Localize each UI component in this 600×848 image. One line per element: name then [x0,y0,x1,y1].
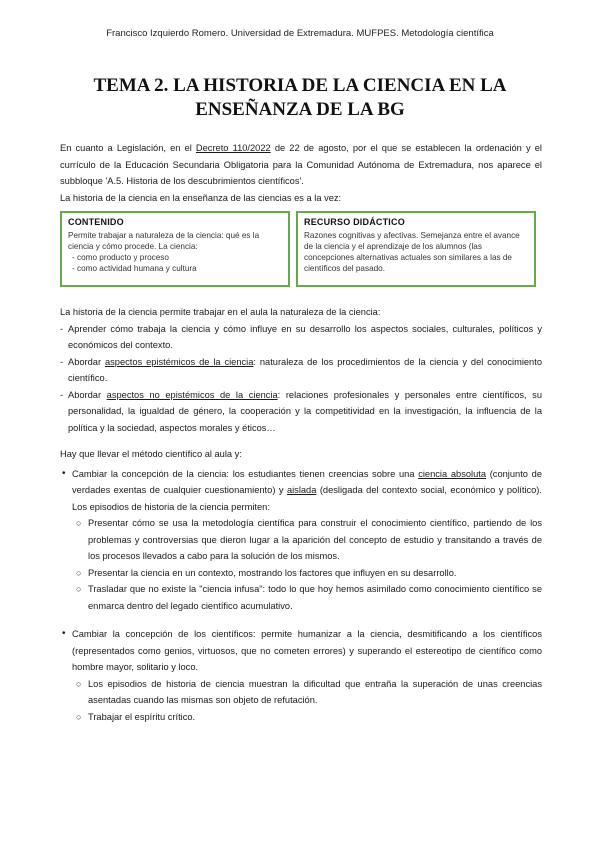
method-section [60,446,542,725]
document-title [40,74,560,122]
contenido-box [60,211,290,287]
epistemic-link: aspectos epistémicos de la ciencia [104,356,254,367]
ciencia-absoluta-term: ciencia absoluta [418,468,487,479]
contenido-title: CONTENIDO [68,217,124,227]
recurso-box [296,211,536,287]
intro-section [60,140,542,206]
item-text: Cambiar la concepción de los científicos: permite humanizar a la ciencia, desmitificando a los científicos (representados como genios, virtuosos, que no cometen errores) y superando el estereotipo de científico como hombre mayor, solitario y loco. [72,629,542,672]
circle-bullet-icon: ○ [76,584,82,594]
intro-subtitle: La historia de la ciencia en la enseñanza de las ciencias es a la vez: [60,192,342,203]
title-line-2: ENSEÑANZA DE LA BG [195,99,405,120]
list-item [60,626,542,725]
intro-text-a: En cuanto a Legislación, en el [60,143,196,153]
recurso-title: RECURSO DIDÁCTICO [304,217,405,227]
sub-list-item [72,676,542,709]
list-item: - Aprender cómo trabaja la ciencia y cómo influye en su desarrollo los aspectos sociales, culturales, políticos y económicos del contexto. [60,321,542,354]
nature-section [60,304,542,436]
item-text: Trabajar el espíritu crítico. [88,711,196,722]
contenido-item: - como producto y proceso [72,253,169,262]
bullet-icon: • [62,467,66,479]
sub-list-item [72,709,542,726]
circle-bullet-icon: ○ [76,567,82,578]
circle-bullet-icon: ○ [76,678,82,689]
item-text: (desligada del contexto social, económico y político). Los episodios de historia de la ciencia permiten: [72,485,542,512]
list-item [60,466,542,615]
item-text: Trasladar que no existe la "ciencia infusa": todo lo que hoy hemos asimilado como conocimiento científico se enmarca dentro del legado científico acumulativo. [88,584,542,611]
contenido-text: Permite trabajar a naturaleza de la ciencia: qué es la ciencia y cómo procede. La ciencia: [68,231,260,251]
method-list [60,466,542,726]
recurso-text: Razones cognitivas y afectivas. Semejanza entre el avance de la ciencia y el aprendizaje de los alumnos (las concepciones alternativas actuales son similares a las de científicos del pasado. [304,231,520,273]
non-epistemic-link: aspectos no epistémicos de la ciencia [106,389,278,400]
item-text: Los episodios de historia de ciencia muestran la dificultad que entraña la superación de unas creencias asentadas cuando las mismas son objeto de refutación. [88,678,542,705]
circle-bullet-icon: ○ [76,518,82,528]
sub-list [72,676,542,726]
aislada-term: aislada [286,485,317,495]
intro-text-b: de 22 de agosto, por el que se establecen la ordenación y el currículo de la Educación Secundaria Obligatoria para la Comunidad Autónoma de Extremadura, nos aparece el subbloque 'A.5. Historia de los descubrimientos científicos'. [60,143,542,186]
item-text: : naturaleza de los procedimientos de la ciencia y del conocimiento científico. [68,356,542,383]
item-text: Cambiar la concepción de la ciencia: los estudiantes tienen creencias sobre una [72,468,419,479]
method-intro: Hay que llevar el método científico al aula y: [60,449,242,459]
intro-paragraph [60,140,542,190]
item-text: Abordar [68,389,107,400]
circle-bullet-icon: ○ [76,711,82,722]
item-text: Abordar [68,356,105,367]
item-text: : relaciones profesionales y personales entre científicos, su personalidad, la igualdad de género, la cooperación y la competitividad en la investigación, la influencia de la política y la sociedad, aspectos morales y éticos… [68,389,542,433]
list-item [60,387,542,437]
bullet-icon: • [62,628,66,639]
list-item [60,354,542,387]
item-text: Presentar cómo se usa la metodología científica para construir el conocimiento científico, partiendo de los problemas y controversias que dieron lugar a la aparición del concepto de estudio y transitando a través de los procesos llevados a cabo para la solución de los mismos. [88,518,542,561]
title-line-1: TEMA 2. LA HISTORIA DE LA CIENCIA EN LA [93,75,507,96]
item-text: Presentar la ciencia en un contexto, mostrando los factores que influyen en su desarrollo. [88,567,457,578]
sub-list [72,515,542,614]
page-header: Francisco Izquierdo Romero. Universidad de Extremadura. MUFPES. Metodología científica [106,28,494,39]
decree-link[interactable]: Decreto 110/2022 [195,143,271,153]
item-text: (conjunto de verdades exentas de cualquier cuestionamiento) y [72,468,542,495]
contenido-item: - como actividad humana y cultura [72,264,197,273]
sub-list-item [72,515,542,565]
summary-boxes [60,211,538,291]
nature-list [60,321,542,437]
sub-list-item [72,581,542,614]
sub-list-item [72,565,542,582]
nature-intro: La historia de la ciencia permite trabajar en el aula la naturaleza de la ciencia: [60,307,381,317]
